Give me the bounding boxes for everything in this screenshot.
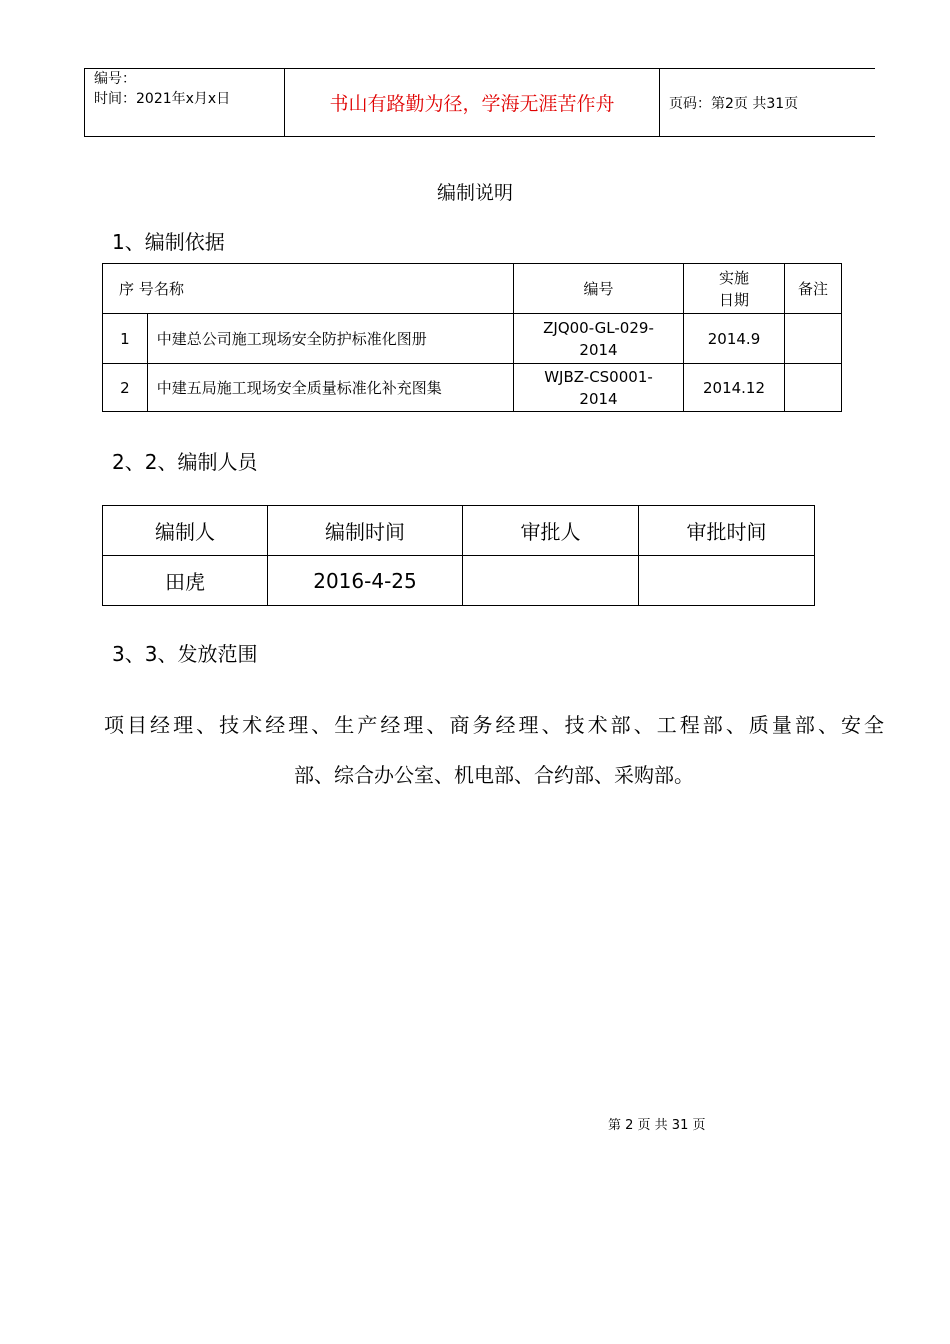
header-date-label: 时间：2021年x月x日 — [94, 91, 231, 107]
header-meta — [85, 69, 285, 136]
cell-approver — [463, 556, 639, 606]
column-approve-time-header: 审批时间 — [639, 506, 815, 556]
table-row — [103, 364, 842, 412]
row-name: 中建五局施工现场安全质量标准化补充图集 — [147, 364, 513, 412]
row-remark — [785, 364, 842, 412]
header-slogan: 书山有路勤为径，学海无涯苦作舟 — [285, 69, 660, 136]
document-title: 编制说明 — [436, 182, 513, 204]
column-seq-header: 序 号 — [119, 279, 154, 298]
column-approver-header: 审批人 — [463, 506, 639, 556]
column-name-header: 名称 — [154, 279, 185, 298]
page-header — [84, 68, 875, 137]
row-seq: 1 — [103, 314, 148, 364]
column-remark-header: 备注 — [785, 264, 842, 314]
footer-page-number: 第 2 页 共 31 页 — [608, 1118, 706, 1133]
row-date: 2014.12 — [684, 364, 785, 412]
section1-heading: 1、编制依据 — [112, 230, 225, 254]
cell-compiler: 田虎 — [103, 556, 268, 606]
basis-table — [102, 263, 842, 412]
column-code-header: 编号 — [514, 264, 684, 314]
staff-table — [102, 505, 815, 606]
row-seq: 2 — [103, 364, 148, 412]
header-page-info: 页码：第2页 共31页 — [669, 95, 799, 112]
cell-compile-time: 2016-4-25 — [268, 556, 463, 606]
column-compiler-header: 编制人 — [103, 506, 268, 556]
row-code-line1: WJBZ-CS0001- — [544, 367, 653, 386]
column-date-header — [684, 264, 785, 314]
basis-table-header-row — [103, 264, 842, 314]
table-row — [103, 314, 842, 364]
distribution-scope — [104, 700, 884, 800]
scope-line1: 项目经理、技术经理、生产经理、商务经理、技术部、工程部、质量部、安全 — [104, 713, 884, 737]
section2-heading: 2、2、编制人员 — [112, 450, 258, 474]
column-compile-time-header: 编制时间 — [268, 506, 463, 556]
staff-table-header-row — [103, 506, 815, 556]
column-date-header-line2: 日期 — [718, 290, 749, 309]
basis-table-header — [103, 264, 514, 314]
cell-approve-time — [639, 556, 815, 606]
row-code-line2: 2014 — [579, 340, 618, 359]
row-code-line1: ZJQ00-GL-029- — [543, 318, 654, 337]
header-number-label: 编号： — [94, 71, 136, 87]
column-date-header-line1: 实施 — [718, 268, 749, 287]
section3-heading: 3、3、发放范围 — [112, 642, 258, 666]
row-name: 中建总公司施工现场安全防护标准化图册 — [147, 314, 513, 364]
row-date: 2014.9 — [684, 314, 785, 364]
scope-line2: 部、综合办公室、机电部、合约部、采购部。 — [294, 763, 694, 787]
row-remark — [785, 314, 842, 364]
row-code — [514, 314, 684, 364]
row-code-line2: 2014 — [579, 389, 618, 408]
row-code — [514, 364, 684, 412]
table-row — [103, 556, 815, 606]
